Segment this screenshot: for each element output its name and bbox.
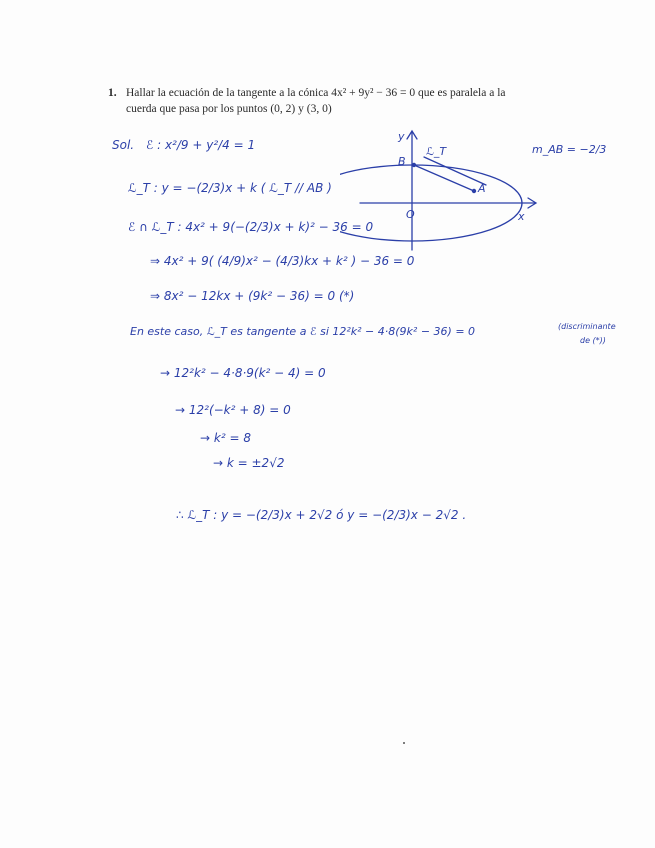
tangent-definition: ℒ_T : y = −(2/3)x + k ( ℒ_T // AB ) bbox=[128, 181, 332, 195]
label-lt: ℒ_T bbox=[426, 145, 447, 158]
conclusion: ∴ ℒ_T : y = −(2/3)x + 2√2 ó y = −(2/3)x − 2√2 . bbox=[176, 508, 467, 522]
label-b: B bbox=[398, 155, 406, 168]
ellipse-equation: ℰ : x²/9 + y²/4 = 1 bbox=[146, 138, 256, 152]
label-a: A bbox=[478, 182, 486, 195]
label-x: x bbox=[518, 210, 525, 223]
problem-line-1: Hallar la ecuación de la tangente a la cónica 4x² + 9y² − 36 = 0 que es paralela a la bbox=[126, 87, 506, 99]
label-y: y bbox=[398, 130, 405, 143]
step-6: → k = ±2√2 bbox=[213, 456, 285, 470]
condition-note-2: de (*)) bbox=[580, 336, 606, 345]
problem-number: 1. bbox=[108, 87, 117, 99]
label-o: O bbox=[406, 208, 415, 221]
tangency-condition: En este caso, ℒ_T es tangente a ℰ si 12²k² − 4·8(9k² − 36) = 0 bbox=[130, 325, 476, 338]
step-4: → 12²(−k² + 8) = 0 bbox=[175, 403, 291, 417]
step-2: ⇒ 8x² − 12kx + (9k² − 36) = 0 (*) bbox=[150, 289, 355, 303]
step-5: → k² = 8 bbox=[200, 431, 251, 445]
tangent-line bbox=[424, 157, 486, 185]
chord-ab bbox=[414, 165, 474, 191]
point-a bbox=[472, 189, 476, 193]
problem-line-2: cuerda que pasa por los puntos (0, 2) y (3, 0) bbox=[126, 103, 332, 115]
point-b bbox=[412, 163, 416, 167]
slope-note: m_AB = −2/3 bbox=[532, 143, 607, 156]
ellipse-sketch bbox=[340, 120, 550, 260]
step-1: ⇒ 4x² + 9( (4/9)x² − (4/3)kx + k² ) − 36 = 0 bbox=[150, 254, 415, 268]
step-3: → 12²k² − 4·8·9(k² − 4) = 0 bbox=[160, 366, 326, 380]
condition-note-1: (discriminante bbox=[558, 322, 616, 331]
solution-label: Sol. bbox=[112, 138, 135, 152]
scan-speck bbox=[403, 742, 405, 744]
intersection-equation: ℰ ∩ ℒ_T : 4x² + 9(−(2/3)x + k)² − 36 = 0 bbox=[128, 220, 374, 234]
